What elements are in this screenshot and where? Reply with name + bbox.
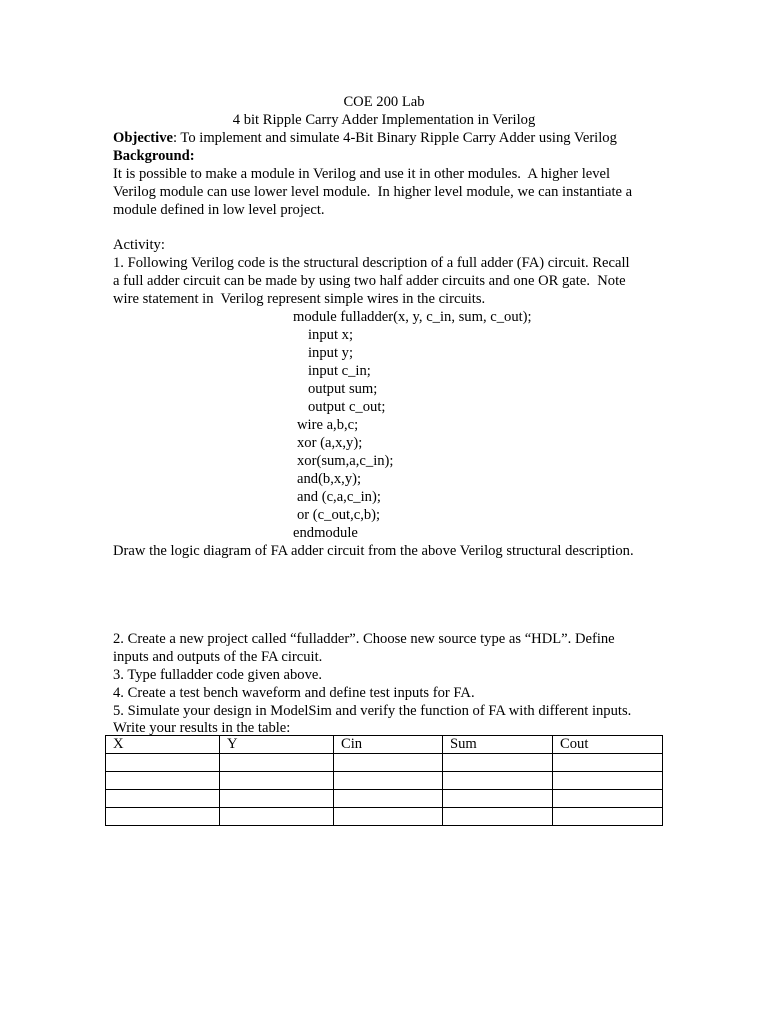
table-cell xyxy=(334,808,443,826)
step5-line: 5. Simulate your design in ModelSim and verify the function of FA with different inputs. xyxy=(113,703,632,719)
background-line-1: It is possible to make a module in Verilog and use it in other modules. A higher level xyxy=(113,166,611,182)
table-cell xyxy=(220,790,334,808)
table-row xyxy=(106,754,663,772)
step2-line-2: inputs and outputs of the FA circuit. xyxy=(113,649,323,665)
code-input-cin: input c_in; xyxy=(308,363,371,379)
table-cell xyxy=(553,772,663,790)
table-row xyxy=(106,808,663,826)
table-header-row xyxy=(106,736,663,754)
activity-heading: Activity: xyxy=(113,237,165,253)
column-header-y: Y xyxy=(220,736,334,754)
table-cell xyxy=(106,754,220,772)
table-cell xyxy=(334,772,443,790)
background-label: Background: xyxy=(113,148,195,164)
step3-line: 3. Type fulladder code given above. xyxy=(113,667,323,683)
code-xor-1: xor (a,x,y); xyxy=(297,435,363,451)
column-header-x: X xyxy=(106,736,220,754)
results-table xyxy=(105,735,663,826)
code-or: or (c_out,c,b); xyxy=(297,507,381,523)
table-cell xyxy=(220,754,334,772)
column-header-cout: Cout xyxy=(553,736,663,754)
code-input-x: input x; xyxy=(308,327,353,343)
table-cell xyxy=(106,790,220,808)
step4-line: 4. Create a test bench waveform and define test inputs for FA. xyxy=(113,685,475,701)
document-title: 4 bit Ripple Carry Adder Implementation in Verilog xyxy=(232,112,536,128)
step1-line-3: wire statement in Verilog represent simple wires in the circuits. xyxy=(113,291,486,307)
column-header-cin: Cin xyxy=(334,736,443,754)
code-output-sum: output sum; xyxy=(308,381,378,397)
code-endmodule: endmodule xyxy=(293,525,358,541)
code-xor-2: xor(sum,a,c_in); xyxy=(297,453,394,469)
objective-text: : To implement and simulate 4-Bit Binary Ripple Carry Adder using Verilog xyxy=(172,130,617,146)
code-output-cout: output c_out; xyxy=(308,399,386,415)
table-cell xyxy=(443,790,553,808)
table-cell xyxy=(106,808,220,826)
draw-instruction: Draw the logic diagram of FA adder circuit from the above Verilog structural description. xyxy=(113,543,634,559)
table-row xyxy=(106,772,663,790)
table-cell xyxy=(334,754,443,772)
objective-paragraph xyxy=(113,129,617,147)
background-line-2: Verilog module can use lower level module. In higher level module, we can instantiate a xyxy=(113,184,633,200)
background-line-3: module defined in low level project. xyxy=(113,202,325,218)
table-cell xyxy=(106,772,220,790)
objective-label: Objective xyxy=(113,130,173,146)
column-header-sum: Sum xyxy=(443,736,553,754)
step1-line-1: 1. Following Verilog code is the structural description of a full adder (FA) circuit. Recall xyxy=(113,255,630,271)
table-cell xyxy=(220,808,334,826)
code-and-1: and(b,x,y); xyxy=(297,471,362,487)
code-wire: wire a,b,c; xyxy=(297,417,359,433)
step2-line-1: 2. Create a new project called “fulladder”. Choose new source type as “HDL”. Define xyxy=(113,631,615,647)
table-cell xyxy=(443,754,553,772)
code-module-line: module fulladder(x, y, c_in, sum, c_out); xyxy=(293,309,532,325)
table-cell xyxy=(334,790,443,808)
course-heading: COE 200 Lab xyxy=(343,94,425,110)
results-prompt: Write your results in the table: xyxy=(113,720,291,736)
table-cell xyxy=(553,808,663,826)
table-cell xyxy=(553,790,663,808)
step1-line-2: a full adder circuit can be made by using two half adder circuits and one OR gate. Note xyxy=(113,273,626,289)
table-row xyxy=(106,790,663,808)
table-cell xyxy=(443,808,553,826)
code-and-2: and (c,a,c_in); xyxy=(297,489,381,505)
table-cell xyxy=(220,772,334,790)
code-input-y: input y; xyxy=(308,345,353,361)
table-cell xyxy=(553,754,663,772)
table-cell xyxy=(443,772,553,790)
